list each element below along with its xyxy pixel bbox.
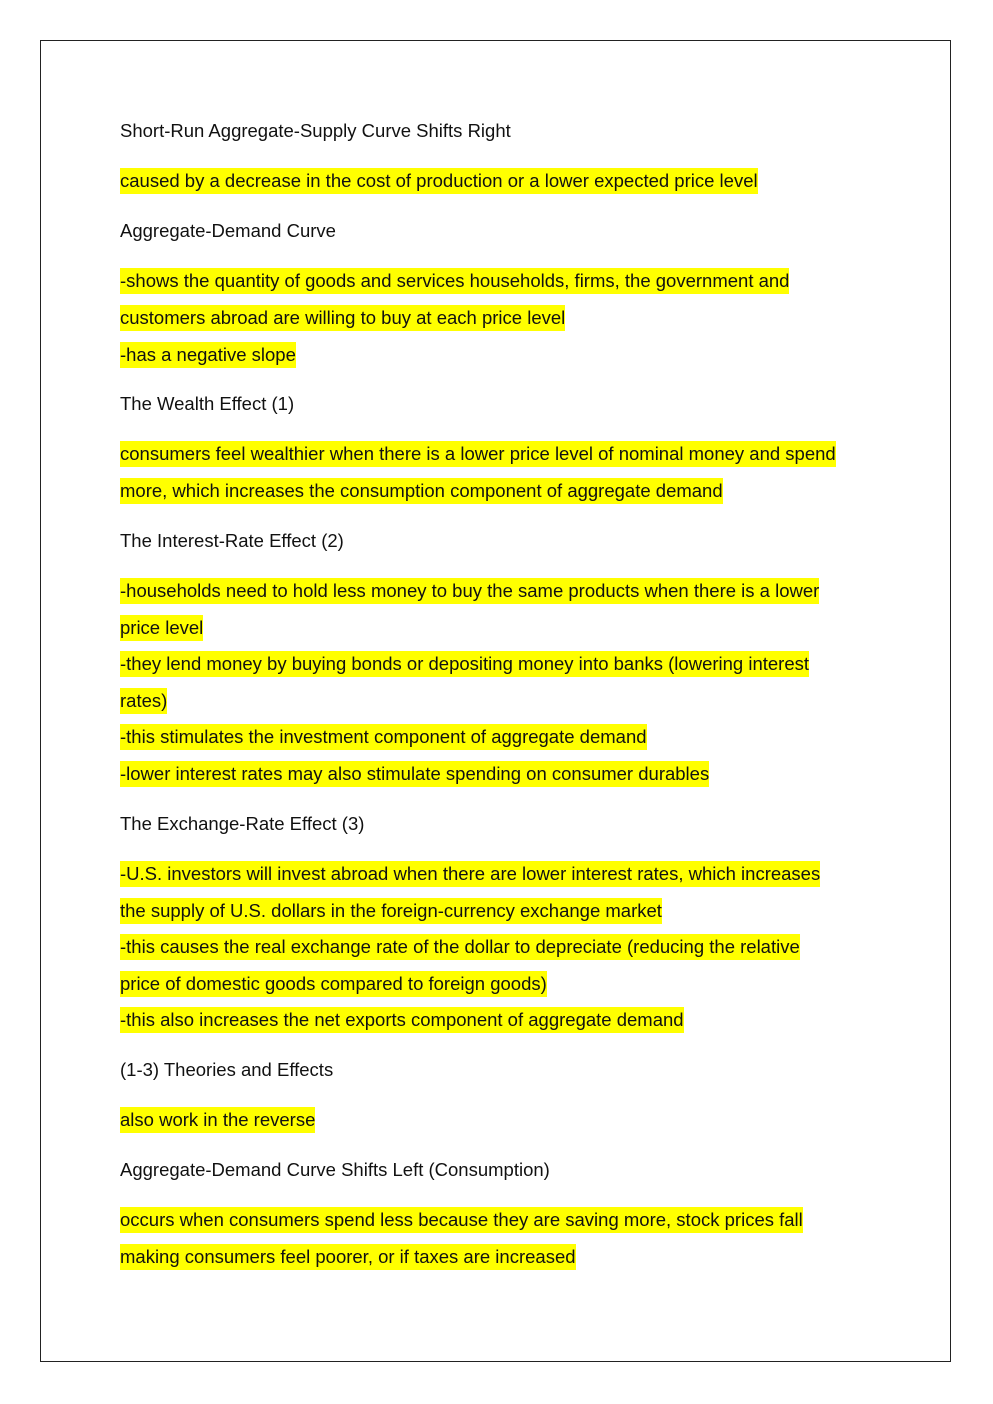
highlighted-definition-line: -households need to hold less money to buy the same products when there is a lower [120, 578, 819, 604]
highlighted-definition-line: also work in the reverse [120, 1107, 315, 1133]
highlighted-definition-line: -shows the quantity of goods and services households, firms, the government and [120, 268, 789, 294]
term-heading: The Interest-Rate Effect (2) [120, 530, 344, 551]
highlighted-definition-line: consumers feel wealthier when there is a lower price level of nominal money and spend [120, 441, 836, 467]
term-heading: Aggregate-Demand Curve Shifts Left (Consumption) [120, 1159, 550, 1180]
highlighted-definition-line: caused by a decrease in the cost of production or a lower expected price level [120, 168, 758, 194]
highlighted-definition-line: -lower interest rates may also stimulate spending on consumer durables [120, 761, 709, 787]
highlighted-definition-line: price of domestic goods compared to foreign goods) [120, 971, 547, 997]
highlighted-definition-line: making consumers feel poorer, or if taxes are increased [120, 1244, 576, 1270]
term-heading: (1-3) Theories and Effects [120, 1059, 334, 1080]
highlighted-definition-line: -this stimulates the investment component of aggregate demand [120, 724, 647, 750]
highlighted-definition-line: rates) [120, 688, 167, 714]
highlighted-definition-line: price level [120, 615, 203, 641]
highlighted-definition-line: -has a negative slope [120, 342, 296, 368]
highlighted-definition-line: customers abroad are willing to buy at each price level [120, 305, 565, 331]
highlighted-definition-line: -this also increases the net exports component of aggregate demand [120, 1007, 684, 1033]
highlighted-definition-line: -they lend money by buying bonds or depositing money into banks (lowering interest [120, 651, 809, 677]
highlighted-definition-line: the supply of U.S. dollars in the foreign-currency exchange market [120, 898, 662, 924]
term-heading: Short-Run Aggregate-Supply Curve Shifts Right [120, 120, 511, 141]
term-heading: The Exchange-Rate Effect (3) [120, 813, 365, 834]
term-heading: The Wealth Effect (1) [120, 393, 295, 414]
highlighted-definition-line: -U.S. investors will invest abroad when there are lower interest rates, which increases [120, 861, 820, 887]
term-heading: Aggregate-Demand Curve [120, 220, 336, 241]
highlighted-definition-line: more, which increases the consumption component of aggregate demand [120, 478, 723, 504]
highlighted-definition-line: occurs when consumers spend less because they are saving more, stock prices fall [120, 1207, 803, 1233]
highlighted-definition-line: -this causes the real exchange rate of the dollar to depreciate (reducing the relative [120, 934, 800, 960]
